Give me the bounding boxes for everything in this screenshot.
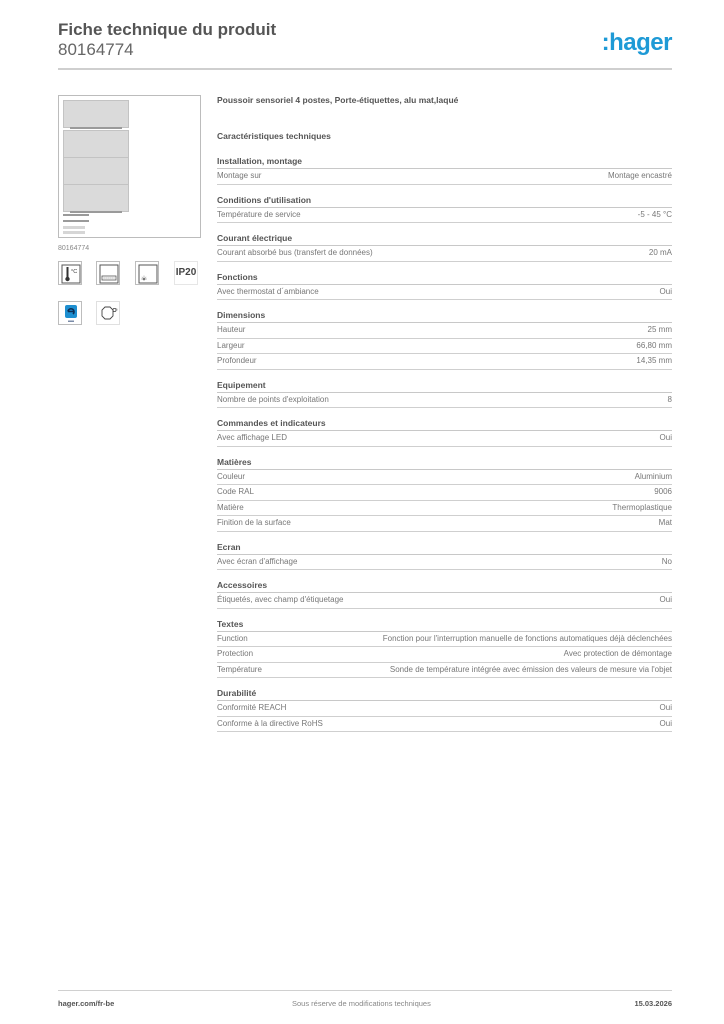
cable-connection-icon (96, 301, 120, 325)
rocker-3 (63, 157, 129, 185)
label-line (63, 226, 85, 229)
tech-specs-heading: Caractéristiques techniques (217, 131, 331, 141)
document-date: 15.03.2026 (634, 999, 672, 1008)
page-title: Fiche technique du produit (58, 20, 277, 39)
thermometer-celsius-icon (58, 261, 82, 285)
spec-value: Oui (659, 286, 672, 296)
spec-row (217, 632, 672, 648)
spec-section-dimensions (217, 310, 672, 370)
spec-label: Couleur (217, 471, 246, 481)
spec-row (217, 647, 672, 663)
light-sensor-icon (135, 261, 159, 285)
spec-label: Protection (217, 649, 254, 658)
spec-row (217, 555, 672, 571)
spec-value: Oui (659, 433, 672, 442)
spec-value: 9006 (654, 487, 672, 496)
spec-label: Avec écran d'affichage (217, 556, 298, 566)
spec-label: Température de service (217, 209, 301, 219)
spec-value: Avec protection de démontage (563, 649, 672, 658)
spec-row (217, 663, 672, 679)
spec-row (217, 354, 672, 370)
label-line (63, 231, 85, 234)
spec-value: Oui (659, 718, 672, 728)
svg-text:°C: °C (71, 269, 78, 275)
spec-value: Montage encastré (607, 171, 672, 180)
spec-row (217, 246, 672, 262)
spec-label: Code RAL (217, 487, 254, 496)
section-title: Commandes et indicateurs (217, 418, 672, 431)
image-caption: 80164774 (58, 245, 90, 252)
spec-value: Oui (659, 703, 672, 712)
spec-label: Courant absorbé bus (transfert de données) (217, 248, 373, 257)
spec-section-materials (217, 457, 672, 532)
website-link[interactable]: hager.com/fr-be (58, 999, 115, 1008)
spec-value: No (661, 556, 672, 566)
page-header (58, 20, 672, 59)
spec-row (217, 516, 672, 532)
spec-label: Conformité REACH (217, 703, 287, 712)
section-title: Durabilité (217, 688, 672, 701)
rocker-4 (63, 184, 129, 212)
spec-row (217, 169, 672, 185)
spec-row (217, 323, 672, 339)
spec-value: 66,80 mm (636, 340, 672, 350)
section-title: Courant électrique (217, 233, 672, 246)
product-media-column (58, 95, 203, 312)
spec-label: Conforme à la directive RoHS (217, 718, 323, 728)
spec-row (217, 339, 672, 355)
spec-label: Finition de la surface (217, 518, 291, 527)
spec-section-texts (217, 619, 672, 679)
spec-value: Thermoplastique (612, 502, 672, 512)
specifications-column (217, 95, 672, 742)
spec-section-screen (217, 542, 672, 571)
spec-value: Mat (658, 518, 672, 527)
easy-configuration-icon (58, 301, 82, 325)
section-title: Matières (217, 457, 672, 470)
spec-value: Aluminium (634, 471, 672, 481)
spec-section-controls (217, 418, 672, 447)
spec-section-current (217, 233, 672, 262)
spec-row (217, 485, 672, 501)
header-divider (58, 68, 672, 70)
spec-row (217, 717, 672, 733)
label-line (63, 214, 89, 216)
label-line (63, 220, 89, 222)
spec-label: Nombre de points d'exploitation (217, 394, 329, 404)
spec-label: Avec affichage LED (217, 433, 287, 442)
spec-value: 8 (667, 394, 672, 404)
spec-section-equipment (217, 380, 672, 409)
section-title: Conditions d'utilisation (217, 195, 672, 208)
section-title: Textes (217, 619, 672, 632)
spec-label: Matière (217, 502, 244, 512)
spec-section-accessories (217, 580, 672, 609)
product-description: Poussoir sensoriel 4 postes, Porte-étiquettes, alu mat,laqué (217, 95, 459, 105)
svg-text:n: n (115, 307, 118, 312)
spec-row (217, 431, 672, 447)
section-title: Equipement (217, 380, 672, 393)
spec-label: Function (217, 633, 248, 643)
spec-row (217, 393, 672, 409)
section-title: Fonctions (217, 272, 672, 285)
spec-row (217, 593, 672, 609)
product-image (58, 95, 201, 238)
spec-label: Hauteur (217, 325, 246, 334)
spec-value: 14,35 mm (636, 356, 672, 365)
footer-divider (58, 990, 672, 991)
spec-label: Température (217, 664, 262, 674)
section-title: Installation, montage (217, 156, 672, 169)
spec-section-installation (217, 156, 672, 185)
spec-label: Étiquetés, avec champ d'étiquetage (217, 595, 344, 604)
spec-row (217, 470, 672, 486)
section-title: Dimensions (217, 310, 672, 323)
product-number: 80164774 (58, 40, 134, 59)
disclaimer: Sous réserve de modifications techniques (292, 999, 431, 1008)
spec-section-conditions (217, 195, 672, 224)
spec-value: 25 mm (647, 325, 672, 334)
rocker-1 (63, 100, 129, 128)
spec-value: Fonction pour l'interruption manuelle de fonctions automatiques déjà déclenchées (382, 633, 672, 643)
spec-section-functions (217, 272, 672, 301)
section-title: Accessoires (217, 580, 672, 593)
ip-rating-icon: IP20 (174, 261, 198, 285)
spec-value: Oui (659, 595, 672, 604)
spec-row (217, 285, 672, 301)
spec-row (217, 501, 672, 517)
spec-value: Sonde de température intégrée avec émission des valeurs de mesure via l'objet (389, 664, 672, 674)
spec-value: 20 mA (648, 248, 672, 257)
display-panel-icon (96, 261, 120, 285)
spec-section-sustainability (217, 688, 672, 732)
spec-row (217, 208, 672, 224)
spec-label: Montage sur (217, 171, 262, 180)
spec-label: Largeur (217, 340, 245, 350)
spec-value: -5 - 45 °C (637, 209, 672, 219)
hager-logo: :hager (601, 29, 672, 56)
rocker-2 (63, 130, 129, 158)
spec-label: Avec thermostat d´ambiance (217, 286, 319, 296)
section-title: Ecran (217, 542, 672, 555)
spec-row (217, 701, 672, 717)
spec-label: Profondeur (217, 356, 257, 365)
